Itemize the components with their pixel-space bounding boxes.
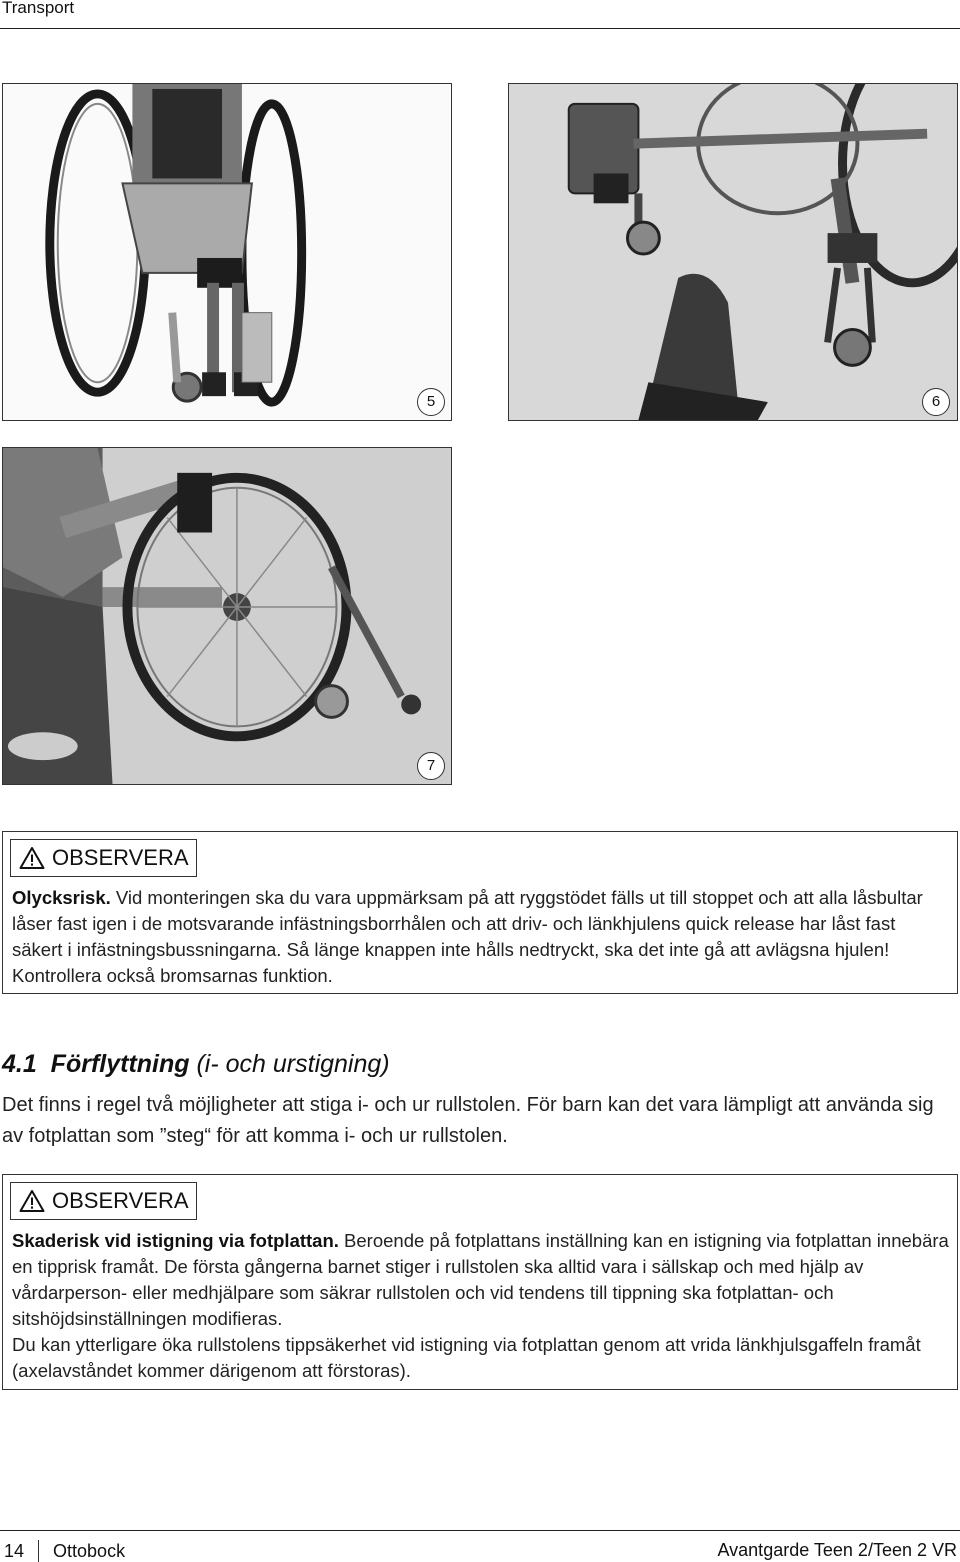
- figure-number: 7: [417, 752, 445, 780]
- warning-triangle-icon: [19, 1189, 45, 1213]
- running-header: Transport: [2, 0, 75, 17]
- warning-notice: [2, 1174, 958, 1390]
- header-rule: [0, 28, 960, 29]
- section-number: 4.1: [2, 1050, 37, 1078]
- section-heading: [2, 1050, 390, 1079]
- detached-footrest-photo: [509, 84, 957, 420]
- notice-text: Vid monteringen ska du vara uppmärksam på att ryggstödet fälls ut till stoppet och att alla låsbultar låser fast igen i de motsvarande infästningsborrhålen och att driv- och länkhjulens quick release har låst fast säkert i infästningsbussningarna. Så länge knappen inte hålls nedtryckt, ska det inte gå att avlägsna hjulen! Kontrollera också bromsarnas funktion.: [12, 887, 923, 986]
- footer-separator: [38, 1540, 39, 1562]
- figure-number: 6: [922, 388, 950, 416]
- notice-lead: Skaderisk vid istigning via fotplattan.: [12, 1230, 339, 1251]
- wheel-removal-photo: [3, 448, 451, 784]
- page-number: 14: [4, 1540, 25, 1561]
- folded-wheelchair-photo: [3, 84, 451, 420]
- footer-left: [4, 1540, 125, 1562]
- notice-text: Beroende på fotplattans inställning kan en istigning via fotplattan innebära en tipprisk framåt. De första gångerna barnet stiger i rullstolen ska alltid vara i sällskap och med hjälp av vårdarperson- eller medhjälpare som säkrar rullstolen och vid tendens till tippning ska fotplattan- och sitshöjdsinställningen modifieras.: [12, 1230, 949, 1329]
- notice-text-continued: Du kan ytterligare öka rullstolens tippsäkerhet vid istigning via fotplattan genom att vrida länkhjulsgaffeln framåt (axelavståndet kommer därigenom att förstoras).: [12, 1334, 921, 1381]
- figure-7-photo: [2, 447, 452, 785]
- notice-label: [10, 1182, 197, 1220]
- notice-lead: Olycksrisk.: [12, 887, 111, 908]
- figure-number: 5: [417, 388, 445, 416]
- notice-label-text: OBSERVERA: [52, 1188, 189, 1213]
- notice-label-text: OBSERVERA: [52, 845, 189, 870]
- section-subtitle: (i- och urstigning): [196, 1050, 390, 1078]
- notice-body: [12, 885, 949, 989]
- figure-6-photo: [508, 83, 958, 421]
- section-title: Förflyttning: [50, 1050, 190, 1078]
- warning-triangle-icon: [19, 846, 45, 870]
- section-body: Det finns i regel två möjligheter att stiga i- och ur rullstolen. För barn kan det vara lämpligt att använda sig av fotplattan som ”steg“ för att komma i- och ur rullstolen.: [2, 1094, 934, 1147]
- product-name: Avantgarde Teen 2/Teen 2 VR: [717, 1540, 957, 1560]
- notice-label: [10, 839, 197, 877]
- figure-5-photo: [2, 83, 452, 421]
- warning-notice: [2, 831, 958, 994]
- brand-name: Ottobock: [53, 1540, 126, 1561]
- footer-rule: [0, 1530, 960, 1531]
- notice-body: [12, 1228, 949, 1384]
